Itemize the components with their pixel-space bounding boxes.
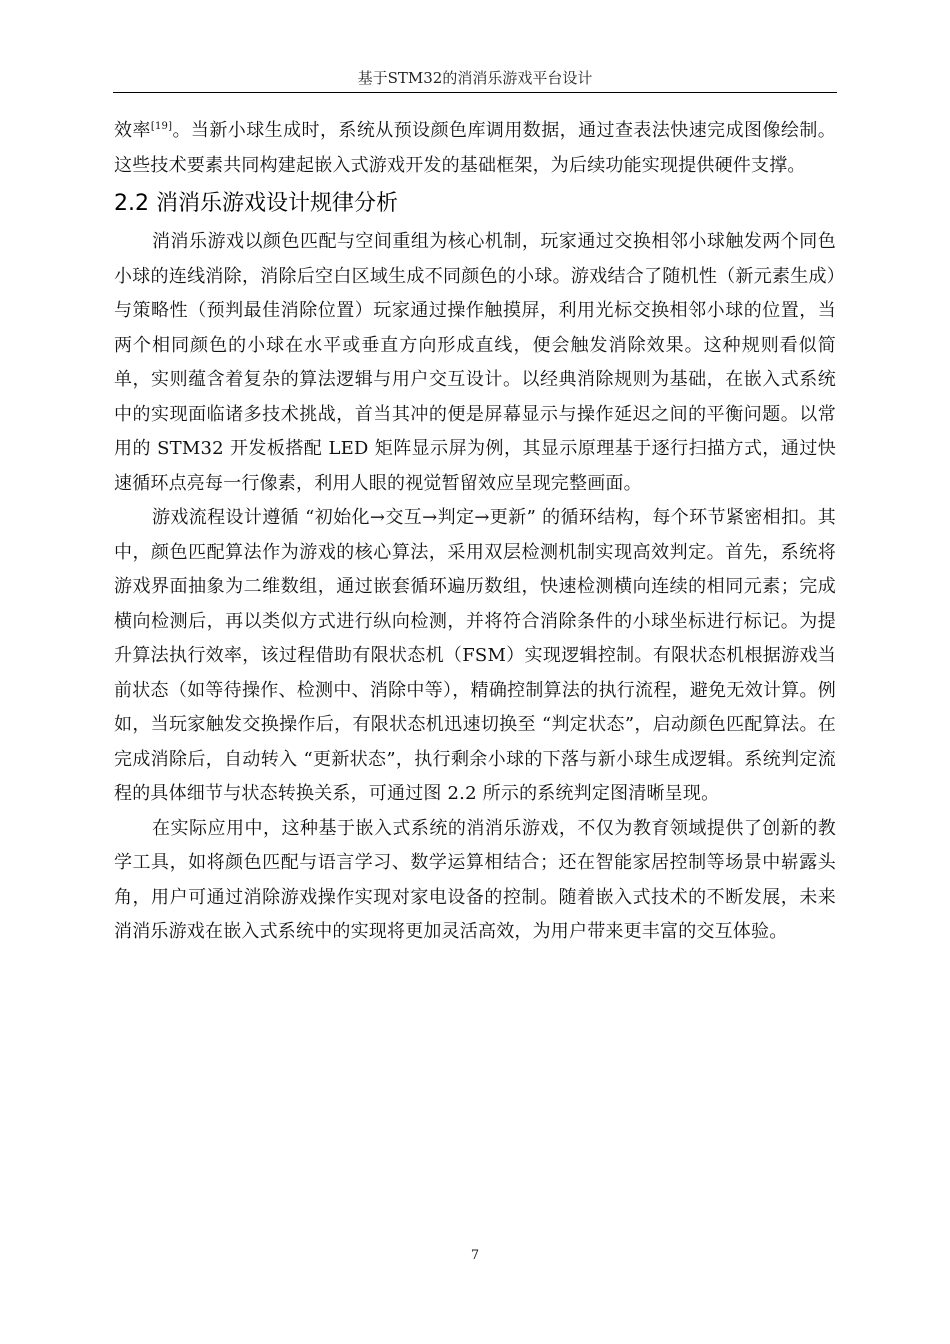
page-body [114,114,836,950]
page-number: 7 [470,1248,480,1263]
intro-text-end: 。当新小球生成时，系统从预设颜色库调用数据，通过查表法快速完成图像绘制。这些技术要素共同构建起嵌入式游戏开发的基础框架，为后续功能实现提供硬件支撑。 [114,120,837,176]
citation-reference: [19] [150,121,173,132]
intro-text-start: 效率 [114,120,151,141]
body-paragraph-2: 游戏流程设计遵循 “初始化→交互→判定→更新” 的循环结构，每个环节紧密相扣。其中，颜色匹配算法作为游戏的核心算法，采用双层检测机制实现高效判定。首先，系统将游戏界面抽象为二维数组，通过嵌套循环遍历数组，快速检测横向连续的相同元素；完成横向检测后，再以类似方式进行纵向检测，并将符合消除条件的小球坐标进行标记。为提升算法执行效率，该过程借助有限状态机（FSM）实现逻辑控制。有限状态机根据游戏当前状态（如等待操作、检测中、消除中等），精确控制算法的执行流程，避免无效计算。例如，当玩家触发交换操作后，有限状态机迅速切换至 “判定状态”，启动颜色匹配算法。在完成消除后，自动转入 “更新状态”，执行剩余小球的下落与新小球生成逻辑。系统判定流程的具体细节与状态转换关系，可通过图 2.2 所示的系统判定图清晰呈现。 [114,507,836,804]
body-paragraph-3: 在实际应用中，这种基于嵌入式系统的消消乐游戏，不仅为教育领域提供了创新的教学工具，如将颜色匹配与语言学习、数学运算相结合；还在智能家居控制等场景中崭露头角，用户可通过消除游戏操作实现对家电设备的控制。随着嵌入式技术的不断发展，未来消消乐游戏在嵌入式系统中的实现将更加灵活高效，为用户带来更丰富的交互体验。 [114,817,836,942]
body-paragraph-1: 消消乐游戏以颜色匹配与空间重组为核心机制，玩家通过交换相邻小球触发两个同色小球的连线消除，消除后空白区域生成不同颜色的小球。游戏结合了随机性（新元素生成）与策略性（预判最佳消除位置）玩家通过操作触摸屏，利用光标交换相邻小球的位置，当两个相同颜色的小球在水平或垂直方向形成直线，便会触发消除效果。这种规则看似简单，实则蕴含着复杂的算法逻辑与用户交互设计。以经典消除规则为基础，在嵌入式系统中的实现面临诸多技术挑战，首当其冲的便是屏幕显示与操作延迟之间的平衡问题。以常用的 STM32 开发板搭配 LED 矩阵显示屏为例，其显示原理基于逐行扫描方式，通过快速循环点亮每一行像素，利用人眼的视觉暂留效应呈现完整画面。 [114,231,836,494]
intro-paragraph [114,114,836,183]
header-divider [113,92,837,93]
section-heading: 2.2 消消乐游戏设计规律分析 [114,191,398,216]
running-header: 基于STM32的消消乐游戏平台设计 [357,69,593,87]
